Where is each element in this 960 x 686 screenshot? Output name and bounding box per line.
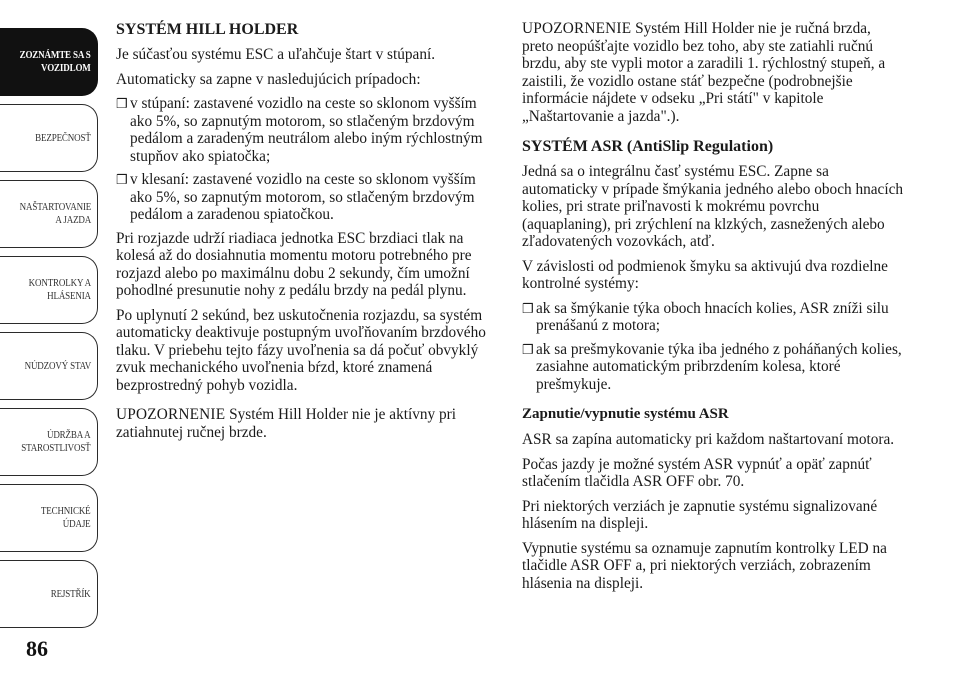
tab-label: KONTROLKY A HLÁSENIA: [28, 277, 91, 302]
tab-nudzovy-stav[interactable]: [0, 332, 98, 400]
warning-text: Systém Hill Holder nie je ručná brzda, preto neopúšťajte vozidlo bez toho, aby ste zatiahli ručnú brzdu, aby ste vypli motor a zaradili 1. rýchlostný stupeň, a zaistili, že vozidlo ostane stáť bezpečne (podrobnejšie informácie nájdete v odseku „Pri státí" v kapitole „Naštartovanie a jazda".).: [522, 20, 886, 125]
tab-bezpecnost[interactable]: [0, 104, 98, 172]
paragraph: Pri rozjazde udrží riadiaca jednotka ESC brzdiaci tlak na kolesá až do dosiahnutia momentu motoru potrebného pre rozjazd alebo po maximálnu dobu 2 sekundy, čím umožní pohodlné presunutie nohy z pedálu brzdy na pedál plynu.: [116, 229, 472, 299]
paragraph: Je súčasťou systému ESC a uľahčuje štart v stúpaní.: [116, 46, 436, 63]
checkbox-bullet-icon: ❒: [522, 300, 534, 316]
tab-label: NAŠTARTOVANIE A JAZDA: [19, 201, 91, 226]
section-heading-hill-holder: SYSTÉM HILL HOLDER: [116, 21, 299, 38]
tab-zoznamte-sa-s-vozidlom[interactable]: [0, 28, 98, 96]
paragraph: Jedná sa o integrálnu časť systému ESC. Zapne sa automaticky v prípade šmýkania jedného alebo oboch hnacích kolies, pri strate priľnavosti k mokrému povrchu (aquaplaning), pri zrýchlení na klzkých, zasnežených alebo zľadovatených vozovkách, atď.: [522, 163, 904, 250]
warning-label: UPOZORNENIE: [522, 20, 632, 37]
warning-text: Systém Hill Holder nie je aktívny pri zatiahnutej ručnej brzde.: [116, 406, 456, 441]
tab-label: NÚDZOVÝ STAV: [24, 359, 91, 372]
right-column: [522, 20, 906, 599]
list-item: [522, 341, 906, 394]
tab-nastartovanie-a-jazda[interactable]: [0, 180, 98, 248]
warning-note: [116, 406, 500, 441]
list-item-text: v klesaní: zastavené vozidlo na ceste so sklonom vyšším ako 5%, so zapnutým motorom, so stlačeným brzdovým pedálom a zaradenou spiatočkou.: [130, 171, 476, 223]
tab-label: BEZPEČNOSŤ: [35, 131, 91, 144]
left-column: [116, 20, 500, 448]
section-heading-asr: SYSTÉM ASR (AntiSlip Regulation): [522, 138, 774, 155]
tab-kontrolky-a-hlasenia[interactable]: [0, 256, 98, 324]
list-item: [522, 300, 906, 335]
tab-udrzba-a-starostlivost[interactable]: [0, 408, 98, 476]
checkbox-bullet-icon: ❒: [522, 341, 534, 357]
list-item-text: ak sa prešmykovanie týka iba jedného z poháňaných kolies, zasiahne automatickým pribrzdením kolesa, ktoré prešmykuje.: [536, 340, 902, 393]
checkbox-bullet-icon: ❒: [116, 172, 128, 187]
list-item: [116, 171, 500, 224]
list-item-text: ak sa šmýkanie týka oboch hnacích kolies, ASR zníži silu prenášanú z motora;: [536, 299, 889, 334]
warning-label: UPOZORNENIE: [116, 406, 226, 423]
paragraph: Po uplynutí 2 sekúnd, bez uskutočnenia rozjazdu, sa systém automaticky deaktivuje postupným uvoľňovaním brzdového tlaku. V priebehu tejto fázy uvoľnenia sa dá počuť obvyklý zvuk mechanického uvoľnenia bŕzd, ktoré znamená bezprostredný pohyb vozidla.: [116, 306, 486, 394]
paragraph: Vypnutie systému sa oznamuje zapnutím kontrolky LED na tlačidle ASR OFF a, pri niektorých verziách, zobrazením hlásenia na displeji.: [522, 539, 887, 592]
tab-label: TECHNICKÉ ÚDAJE: [41, 505, 91, 530]
list-item: [116, 95, 500, 165]
tab-label: REJSTŘÍK: [51, 587, 91, 600]
tab-label: ZOZNÁMTE SA S VOZIDLOM: [19, 49, 91, 74]
checkbox-bullet-icon: ❒: [116, 96, 128, 111]
paragraph: ASR sa zapína automaticky pri každom naštartovaní motora.: [522, 431, 895, 448]
tab-technicke-udaje[interactable]: [0, 484, 98, 552]
paragraph: Automaticky sa zapne v nasledujúcich prípadoch:: [116, 70, 421, 88]
list-item-text: v stúpaní: zastavené vozidlo na ceste so sklonom vyšším ako 5%, so zapnutým motorom, so stlačeným brzdovým pedálom a zaradeným neutrálom alebo iným rýchlostným stupňov ako spiatočka;: [130, 95, 483, 165]
tab-label: ÚDRŽBA A STAROSTLIVOSŤ: [21, 429, 91, 454]
page-number: 86: [26, 636, 48, 661]
subheading-asr-on-off: Zapnutie/vypnutie systému ASR: [522, 406, 729, 422]
tab-rejstrik[interactable]: [0, 560, 98, 628]
paragraph: V závislosti od podmienok šmyku sa aktivujú dva rozdielne kontrolné systémy:: [522, 257, 888, 292]
paragraph: Pri niektorých verziách je zapnutie systému signalizované hlásením na displeji.: [522, 497, 878, 532]
paragraph: Počas jazdy je možné systém ASR vypnúť a opäť zapnúť stlačením tlačidla ASR OFF obr. 70.: [522, 455, 872, 490]
warning-note: [522, 20, 906, 125]
